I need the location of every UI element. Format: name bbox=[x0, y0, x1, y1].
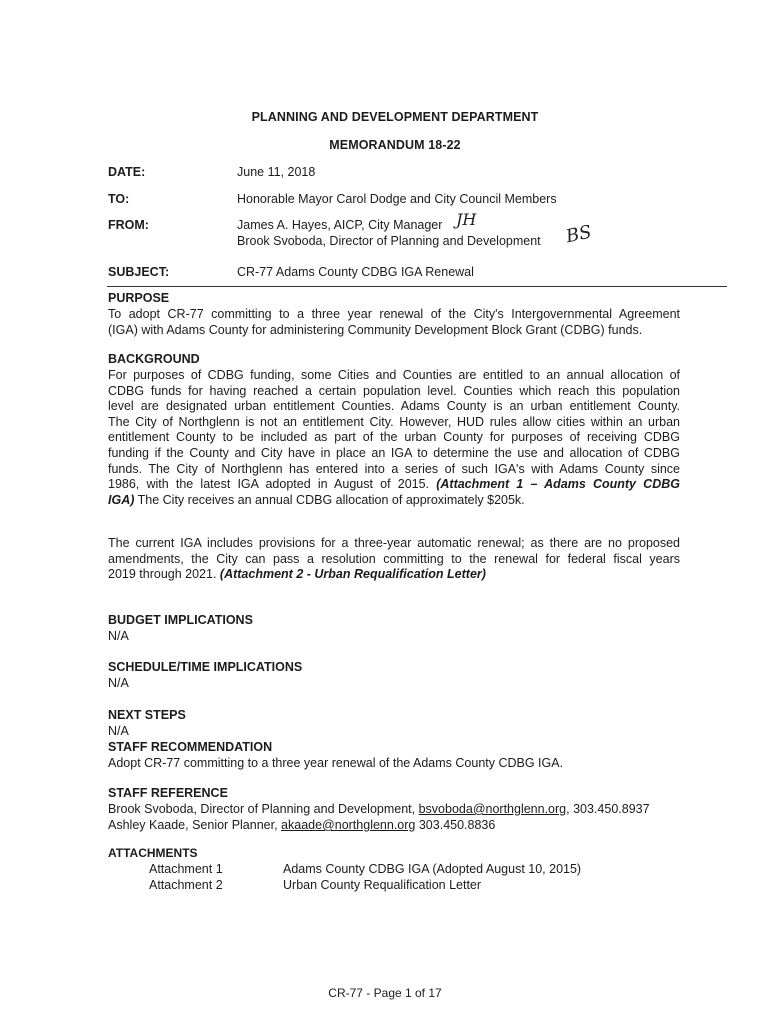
schedule-value: N/A bbox=[108, 676, 129, 690]
background-text: 1986, with the latest IGA adopted in August of 2015. bbox=[108, 477, 430, 492]
background-line: For purposes of CDBG funding, some Cities and Counties are entitled to an annual allocation of bbox=[108, 368, 680, 382]
from-line-manager: James A. Hayes, AICP, City Manager bbox=[237, 218, 443, 232]
purpose-heading: PURPOSE bbox=[108, 291, 170, 305]
department-heading: PLANNING AND DEVELOPMENT DEPARTMENT bbox=[251, 110, 539, 124]
staff-reference-phone: 303.450.8836 bbox=[418, 818, 496, 832]
attachment-title: Urban County Requalification Letter bbox=[283, 878, 482, 892]
subject-divider bbox=[107, 286, 727, 287]
email-link-akaade[interactable]: akaade@northglenn.org bbox=[281, 818, 416, 832]
staff-reference-heading: STAFF REFERENCE bbox=[108, 786, 228, 800]
director-initials-signature: BS bbox=[564, 221, 594, 248]
budget-heading: BUDGET IMPLICATIONS bbox=[108, 613, 253, 627]
attachment-2-reference: (Attachment 2 - Urban Requalification Letter) bbox=[219, 567, 486, 582]
purpose-line: (IGA) with Adams County for administering Community Development Block Grant (CDBG) funds. bbox=[108, 322, 643, 337]
attachment-1-reference: (Attachment 1 – Adams County CDBG bbox=[436, 477, 680, 492]
background-line bbox=[108, 493, 680, 509]
staff-reference-phone: , 303.450.8937 bbox=[566, 802, 650, 816]
to-label: TO: bbox=[108, 192, 130, 206]
staff-reference-row bbox=[108, 818, 495, 832]
from-line-director: Brook Svoboda, Director of Planning and Development bbox=[237, 234, 541, 248]
background-line: level are designated urban entitlement Counties. Adams County is an urban entitlement County. bbox=[108, 399, 680, 414]
renewal-text: 2019 through 2021. bbox=[108, 567, 217, 582]
staff-reference-name: Ashley Kaade, Senior Planner, bbox=[108, 818, 278, 832]
background-line: funding if the County and City have in place an IGA to determine the use and allocation of CDBG bbox=[108, 445, 680, 460]
background-line: CDBG funds for having reached a certain population level. Counties which reach this population bbox=[108, 383, 680, 398]
renewal-line: amendments, the City can pass a resolution committing to the renewal for federal fiscal years bbox=[108, 551, 680, 566]
next-steps-heading: NEXT STEPS bbox=[108, 708, 186, 722]
manager-initials-signature: JH bbox=[456, 210, 477, 229]
subject-label: SUBJECT: bbox=[108, 265, 170, 279]
from-label: FROM: bbox=[108, 218, 149, 232]
renewal-paragraph bbox=[108, 536, 680, 583]
memo-number: MEMORANDUM 18-22 bbox=[329, 138, 461, 152]
background-line: entitlement County to be included as part of the urban County for purposes of receiving CDBG bbox=[108, 430, 680, 445]
background-paragraph bbox=[108, 368, 680, 508]
background-line: The City of Northglenn is not an entitlement City. However, HUD rules allow cities within an urban bbox=[108, 414, 680, 429]
attachment-label: Attachment 2 bbox=[149, 878, 223, 892]
subject-value: CR-77 Adams County CDBG IGA Renewal bbox=[237, 265, 474, 279]
budget-value: N/A bbox=[108, 629, 129, 643]
email-link-bsvoboda[interactable]: bsvoboda@northglenn.org bbox=[418, 802, 567, 816]
date-value: June 11, 2018 bbox=[237, 165, 316, 179]
page-footer: CR-77 - Page 1 of 17 bbox=[328, 986, 442, 1000]
attachments-heading: ATTACHMENTS bbox=[108, 846, 198, 860]
attachment-title: Adams County CDBG IGA (Adopted August 10, 2015) bbox=[283, 862, 582, 876]
recommendation-heading: STAFF RECOMMENDATION bbox=[108, 740, 273, 754]
staff-reference-row bbox=[108, 802, 650, 816]
renewal-line bbox=[108, 567, 680, 583]
background-line: funds. The City of Northglenn has entered into a series of such IGA's with Adams County since bbox=[108, 461, 680, 476]
background-line bbox=[108, 477, 680, 493]
date-label: DATE: bbox=[108, 165, 146, 179]
purpose-paragraph bbox=[108, 307, 680, 338]
background-text: The City receives an annual CDBG allocation of approximately $205k. bbox=[137, 492, 525, 507]
background-heading: BACKGROUND bbox=[108, 352, 200, 366]
purpose-line: To adopt CR-77 committing to a three year renewal of the City's Intergovernmental Agreement bbox=[108, 307, 680, 321]
attachment-1-reference-end: IGA) bbox=[108, 492, 135, 507]
attachment-label: Attachment 1 bbox=[149, 862, 223, 876]
recommendation-value: Adopt CR-77 committing to a three year renewal of the Adams County CDBG IGA. bbox=[108, 756, 564, 770]
renewal-line: The current IGA includes provisions for a three-year automatic renewal; as there are no proposed bbox=[108, 536, 680, 550]
to-value: Honorable Mayor Carol Dodge and City Council Members bbox=[237, 192, 557, 206]
next-steps-value: N/A bbox=[108, 724, 129, 738]
schedule-heading: SCHEDULE/TIME IMPLICATIONS bbox=[108, 660, 303, 674]
staff-reference-name: Brook Svoboda, Director of Planning and Development, bbox=[108, 802, 416, 816]
